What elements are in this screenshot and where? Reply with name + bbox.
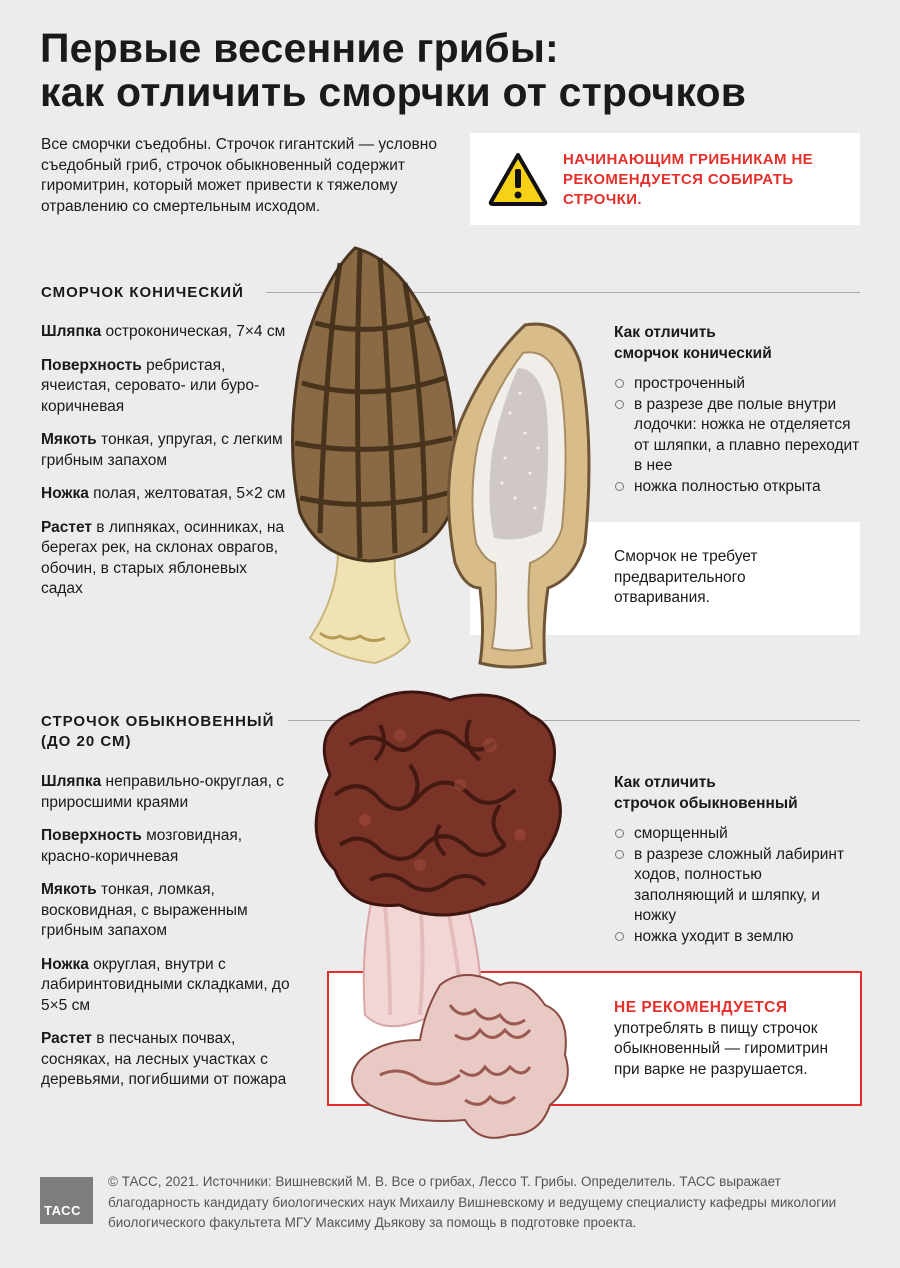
list-item: в разрезе сложный лабиринт ходов, полностью заполняющий и шляпку, и ножку xyxy=(614,845,864,927)
morel-prop-flesh: Мякоть тонкая, упругая, с легким грибным запахом xyxy=(41,431,283,469)
warning-triangle-icon xyxy=(488,152,548,206)
gyromitra-warning-title: НЕ РЕКОМЕНДУЕТСЯ xyxy=(614,999,788,1016)
gyromitra-prop-habitat: Растет в песчаных почвах, сосняках, на лесных участках с деревьями, погибшими от пожара xyxy=(41,1030,287,1088)
list-item: ножка полностью открыта xyxy=(614,477,864,498)
morel-prop-habitat: Растет в липняках, осинниках, на берегах рек, на склонах оврагов, обочин, в старых яблоневых садах xyxy=(41,518,285,597)
morel-diff-title: Как отличить сморчок конический xyxy=(614,324,772,362)
morel-illustration xyxy=(280,243,600,673)
list-item: в разрезе две полые внутри лодочки: ножка не отделяется от шляпки, а плавно переходит в нее xyxy=(614,395,864,477)
gyromitra-prop-flesh: Мякоть тонкая, ломкая, восковидная, с выраженным грибным запахом xyxy=(41,881,248,939)
gyromitra-diff-title: Как отличить строчок обыкновенный xyxy=(614,774,798,812)
gyromitra-diff-list xyxy=(614,824,864,947)
intro-text: Все сморчки съедобны. Строчок гигантский — условно съедобный гриб, строчок обыкновенный содержит гиромитрин, который может привести к тяжелому отравлению со смертельным исходом. xyxy=(41,136,437,215)
gyromitra-prop-cap: Шляпка неправильно-округлая, с приросшими краями xyxy=(41,773,285,811)
morel-prop-cap: Шляпка остроконическая, 7×4 см xyxy=(41,323,286,340)
list-item: ножка уходит в землю xyxy=(614,927,864,948)
gyromitra-warning-content xyxy=(614,998,849,1080)
morel-diff-list xyxy=(614,374,864,497)
list-item: сморщенный xyxy=(614,824,864,845)
morel-prop-stem: Ножка полая, желтоватая, 5×2 см xyxy=(41,485,286,502)
gyromitra-prop-stem: Ножка округлая, внутри с лабиринтовидными складками, до 5×5 см xyxy=(41,955,290,1014)
gyromitra-warning-text: употреблять в пищу строчок обыкновенный — гиромитрин при варке не разрушается. xyxy=(614,1019,829,1078)
gyromitra-prop-surface: Поверхность мозговидная, красно-коричневая xyxy=(41,827,243,865)
warning-text: НАЧИНАЮЩИМ ГРИБНИКАМ НЕ РЕКОМЕНДУЕТСЯ СОБИРАТЬ СТРОЧКИ. xyxy=(563,151,814,208)
gyromitra-illustration xyxy=(290,685,610,1155)
gyromitra-section-title: СТРОЧОК ОБЫКНОВЕННЫЙ (ДО 20 СМ) xyxy=(41,713,275,750)
title-line-2: как отличить сморчки от строчков xyxy=(40,69,747,115)
morel-note: Сморчок не требует предварительного отваривания. xyxy=(614,548,758,606)
page-title xyxy=(40,26,746,114)
footer-credits: © ТАСС, 2021. Источники: Вишневский М. В. Все о грибах, Лессо Т. Грибы. Определитель. ТАСС выражает благодарность кандидату биологических наук Михаилу Вишневскому и ведущему специалисту кафедры микологии биологического факультета МГУ Максиму Дьякову за помощь в подготовке проекта. xyxy=(108,1174,837,1230)
morel-properties xyxy=(41,322,286,613)
list-item: простроченный xyxy=(614,374,864,395)
gyromitra-properties xyxy=(41,772,291,1104)
tass-logo: ТАСС xyxy=(40,1177,93,1224)
morel-prop-surface: Поверхность ребристая, ячеистая, серовато- или буро-коричневая xyxy=(41,356,260,415)
morel-section-title: СМОРЧОК КОНИЧЕСКИЙ xyxy=(41,284,244,301)
title-line-1: Первые весенние грибы: xyxy=(40,25,559,71)
